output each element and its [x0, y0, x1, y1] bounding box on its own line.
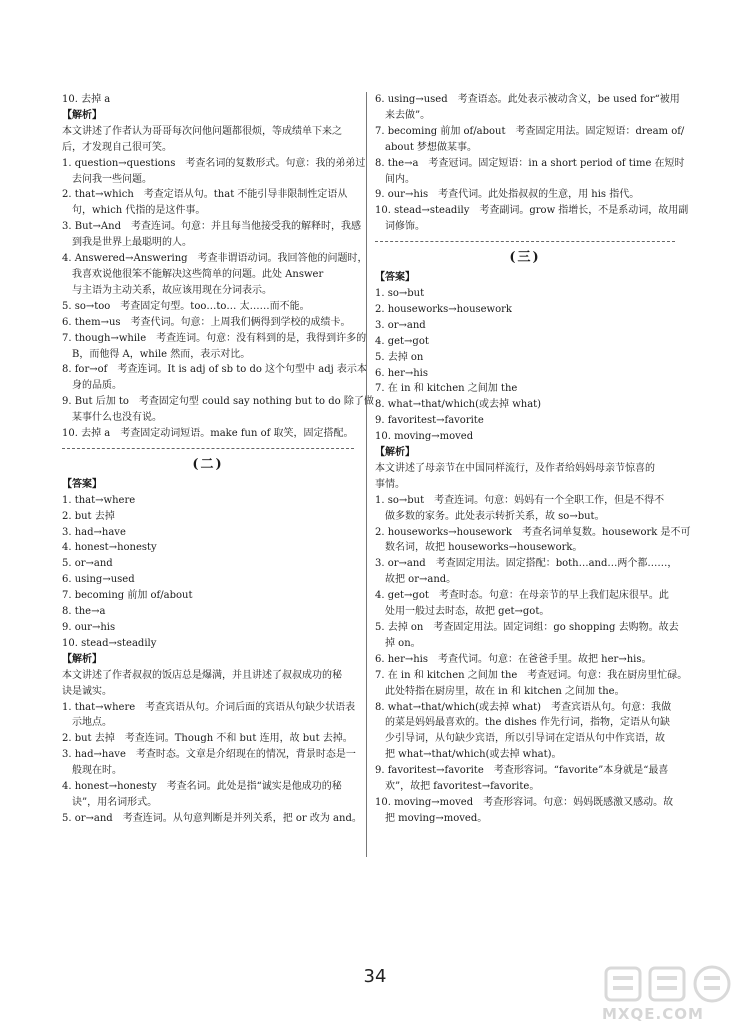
answer-item: 8. what→that/which(或去掉 what) 考查宾语从句。句意：我做 — [375, 701, 672, 713]
answer-item: 8. the→a 考查冠词。固定短语：in a short period of time 在短时 — [375, 157, 685, 169]
answer-item-continuation: 句，which 代指的是这件事。 — [72, 205, 206, 217]
answer-item-continuation: 到我是世界上最聪明的人。 — [72, 237, 192, 249]
answer-item-continuation: 数名词，故把 houseworks→housework。 — [385, 542, 583, 554]
section-label: 【解析】 — [62, 109, 102, 121]
answer-item: 9. our→his 考查代词。此处指叔叔的生意，用 his 指代。 — [375, 189, 640, 201]
paragraph-line: 本文讲述了母亲节在中国同样流行，及作者给妈妈母亲节惊喜的 — [375, 462, 655, 474]
answer-item-continuation: 此处特指在厨房里，故在 in 和 kitchen 之间加 the。 — [385, 685, 625, 697]
answer-item: 6. using→used 考查语态。此处表示被动含义，be used for“被用 — [375, 94, 680, 105]
answer-item: 5. or→and 考查连词。从句意判断是并列关系，把 or 改为 and。 — [62, 812, 362, 824]
answer-item: 6. using→used — [62, 574, 135, 586]
answer-item: 8. for→of 考查连词。It is adj of sb to do 这个句型中 adj 表示本 — [62, 364, 367, 376]
answer-item-continuation: B，而他得 A，while 然而，表示对比。 — [72, 348, 251, 360]
answer-item: 5. 去掉 on — [375, 351, 424, 363]
answer-item-continuation: 身的品质。 — [72, 380, 122, 392]
answer-item: 9. But 后加 to 考查固定句型 could say nothing but to do 除了做 — [62, 396, 374, 408]
answer-item: 1. so→but — [375, 287, 425, 299]
answer-item: 3. or→and — [375, 319, 426, 331]
paragraph-line: 诀是诚实。 — [62, 685, 112, 697]
section-heading: (三) — [509, 250, 541, 266]
answer-item: 7. becoming 前加 of/about — [62, 590, 193, 602]
answer-item-continuation: 示地点。 — [72, 717, 112, 729]
answer-item: 4. get→got — [375, 335, 429, 347]
answer-item-continuation: 词修饰。 — [385, 221, 425, 233]
answer-item: 8. what→that/which(或去掉 what) — [375, 399, 542, 411]
paragraph-line: 本文讲述了作者认为哥哥每次问他问题都很烦，等成绩单下来之 — [62, 125, 342, 137]
answer-item: 10. moving→moved — [375, 431, 474, 443]
page-number: 34 — [363, 966, 387, 987]
answer-item: 10. 去掉 a — [62, 94, 111, 105]
answer-item-continuation: 诀”，用名词形式。 — [72, 796, 158, 808]
answer-item-continuation: 少引导词，从句缺少宾语，所以引导词在定语从句中作宾语，故 — [385, 733, 665, 745]
dashed-divider — [375, 241, 675, 242]
answer-item-continuation: about 梦想做某事。 — [385, 141, 478, 153]
section-label: 【答案】 — [375, 272, 415, 284]
answer-item: 2. but 去掉 考查连词。Though 不和 but 连用，故 but 去掉。 — [62, 733, 353, 745]
answer-item: 1. so→but 考查连词。句意：妈妈有一个全职工作，但是不得不 — [375, 494, 665, 506]
answer-item: 1. question→questions 考查名词的复数形式。句意：我的弟弟过 — [62, 157, 366, 169]
answer-item: 7. 在 in 和 kitchen 之间加 the 考查冠词。句意：我在厨房里忙碌。 — [375, 669, 688, 681]
answer-item-continuation: 与主语为主动关系，故应该用现在分词表示。 — [72, 284, 272, 296]
answer-item: 2. but 去掉 — [62, 510, 115, 522]
section-heading: (二) — [192, 456, 224, 472]
paragraph-line: 后，才发现自己很可笑。 — [62, 141, 172, 153]
answer-item-continuation: 故把 or→and。 — [385, 574, 457, 586]
answer-item: 4. get→got 考查时态。句意：在母亲节的早上我们起床很早。此 — [375, 590, 669, 602]
right-column — [375, 92, 691, 827]
answer-item: 10. 去掉 a 考查固定动词短语。make fun of 取笑，固定搭配。 — [62, 428, 354, 440]
answer-item: 6. them→us 考查代词。句意：上周我们俩得到学校的成绩卡。 — [62, 316, 351, 328]
column-divider — [366, 92, 367, 857]
answer-item: 5. or→and — [62, 558, 113, 570]
answer-item: 3. or→and 考查固定用法。固定搭配：both…and…两个都……， — [375, 558, 678, 570]
answer-item-continuation: 把 what→that/which(或去掉 what)。 — [385, 749, 562, 761]
answer-item: 3. had→have — [62, 526, 126, 538]
answer-item: 2. houseworks→housework 考查名词单复数。housework 是不可 — [375, 526, 691, 538]
paragraph-line: 事情。 — [375, 478, 405, 490]
answer-item-continuation: 掉 on。 — [385, 637, 421, 649]
answer-item: 8. the→a — [62, 606, 106, 618]
answer-item-continuation: 的菜是妈妈最喜欢的。the dishes 作先行词，指物，定语从句缺 — [385, 717, 670, 729]
watermark-domain: MXQE.COM — [602, 1005, 704, 1023]
answer-item: 6. her→his 考查代词。句意：在爸爸手里。故把 her→his。 — [375, 653, 652, 665]
answer-item: 7. though→while 考查连词。句意：没有料到的是，我得到许多的 — [62, 332, 367, 344]
answer-item: 3. But→And 考查连词。句意：并且每当他接受我的解释时，我感 — [62, 221, 361, 233]
answer-item: 6. her→his — [375, 367, 429, 379]
answer-item: 4. honest→honesty — [62, 542, 157, 554]
answer-item-continuation: 间内。 — [385, 173, 415, 185]
answer-item: 7. 在 in 和 kitchen 之间加 the — [375, 383, 518, 395]
answer-item: 10. stead→steadily — [62, 637, 157, 649]
answer-item: 5. 去掉 on 考查固定用法。固定词组：go shopping 去购物。故去 — [375, 622, 679, 633]
answer-item-continuation: 把 moving→moved。 — [385, 812, 488, 824]
section-label: 【解析】 — [62, 653, 102, 665]
dashed-divider — [62, 448, 354, 449]
answer-item: 4. Answered→Answering 考查非谓语动词。我回答他的问题时， — [62, 253, 368, 265]
answer-item: 5. so→too 考查固定句型。too…to… 太……而不能。 — [62, 300, 310, 312]
answer-item: 10. stead→steadily 考查副词。grow 指增长，不是系动词，故用副 — [375, 205, 689, 217]
answer-item: 10. moving→moved 考查形容词。句意：妈妈既感激又感动。故 — [375, 796, 674, 808]
answer-item: 2. that→which 考查定语从句。that 不能引导非限制性定语从 — [62, 189, 348, 201]
answer-item-continuation: 欢”，故把 favoritest→favorite。 — [385, 781, 540, 793]
paragraph-line: 本文讲述了作者叔叔的饭店总是爆满，并且讲述了叔叔成功的秘 — [62, 669, 342, 681]
answer-item-continuation: 般现在时。 — [72, 765, 122, 777]
left-column — [62, 92, 374, 827]
answer-item-continuation: 某事什么也没有说。 — [72, 412, 162, 424]
answer-item: 1. that→where 考查宾语从句。介词后面的宾语从句缺少状语表 — [62, 701, 356, 713]
section-label: 【解析】 — [375, 447, 415, 459]
answer-item: 2. houseworks→housework — [375, 303, 512, 315]
answer-item-continuation: 来去做”。 — [385, 109, 431, 121]
answer-item: 3. had→have 考查时态。文章是介绍现在的情况，背景时态是一 — [62, 749, 356, 761]
answer-item: 4. honest→honesty 考查名词。此处是指“诚实是他成功的秘 — [62, 781, 342, 793]
section-label: 【答案】 — [62, 478, 102, 490]
answer-item-continuation: 处用一般过去时态，故把 get→got。 — [385, 606, 550, 618]
answer-item: 1. that→where — [62, 494, 136, 506]
answer-item: 7. becoming 前加 of/about 考查固定用法。固定短语：dream of/ — [375, 125, 685, 137]
answer-item: 9. favoritest→favorite — [375, 415, 484, 427]
answer-item-continuation: 做多数的家务。此处表示转折关系，故 so→but。 — [385, 510, 605, 522]
answer-item-continuation: 我喜欢说他很笨不能解决这些简单的问题。此处 Answer — [72, 268, 324, 280]
answer-item: 9. favoritest→favorite 考查形容词。“favorite”本身就是“最喜 — [375, 765, 669, 777]
answer-item: 9. our→his — [62, 622, 116, 633]
answer-item-continuation: 去问我一些问题。 — [72, 173, 152, 185]
